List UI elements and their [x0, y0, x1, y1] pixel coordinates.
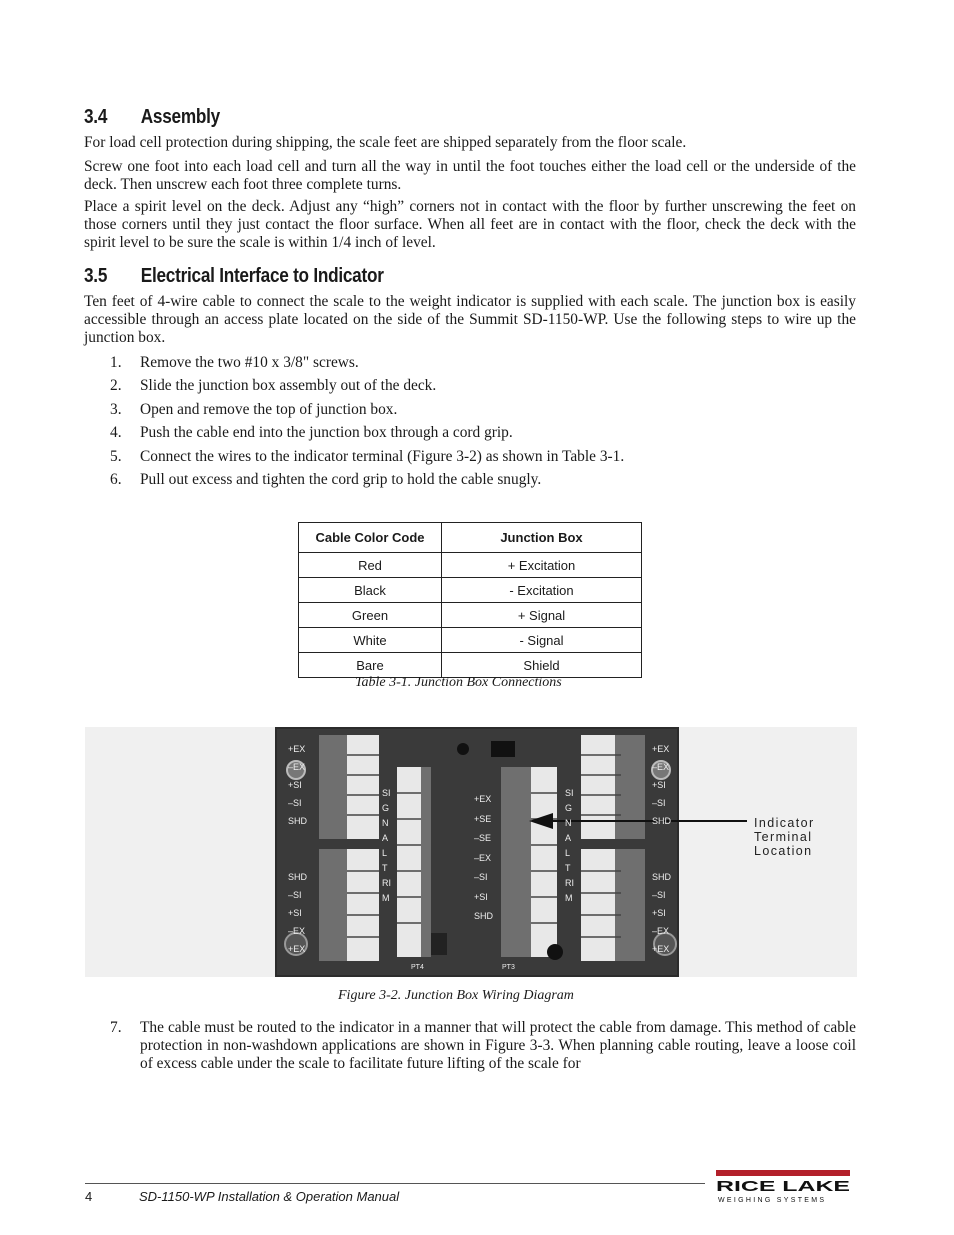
table-cell: Bare — [299, 653, 442, 678]
paragraph: Ten feet of 4-wire cable to connect the scale to the weight indicator is supplied with each scale. The junction box is easily accessible through an access plate located on the side of the Summit SD-1150-WP. Use the following steps to wire up the junction box. — [84, 293, 856, 346]
paragraph: Place a spirit level on the deck. Adjust any “high” corners not in contact with the floor by further unscrewing the feet on those corners until they just contact the floor surface. When all feet are in contact with the floor, check the deck with the spirit level to be sure the scale is within 1/4 inch of level. — [84, 198, 856, 251]
board-labels-left-bottom: SHD –SI +SI –EX +EX — [288, 872, 308, 954]
table-header: Cable Color Code — [299, 523, 442, 553]
table-row — [299, 603, 642, 628]
indicator-callout: Indicator Terminal Location — [754, 816, 815, 858]
table-cell: Black — [299, 578, 442, 603]
logo-text: RICE LAKE — [716, 1178, 850, 1195]
table-cell: White — [299, 628, 442, 653]
table-header: Junction Box — [442, 523, 642, 553]
table-cell: + Excitation — [442, 553, 642, 578]
table-row — [299, 628, 642, 653]
junction-box-table — [298, 522, 642, 678]
list-item: 2. Slide the junction box assembly out of the deck. — [110, 377, 437, 395]
table-cell: Green — [299, 603, 442, 628]
table-caption: Table 3-1. Junction Box Connections — [355, 675, 562, 690]
section-title: Electrical Interface to Indicator — [140, 265, 384, 287]
list-item: 3. Open and remove the top of junction box. — [110, 400, 398, 418]
section-title: Assembly — [140, 106, 220, 128]
board-labels-right-bottom: SHD –SI +SI –EX +EX — [652, 872, 672, 954]
rice-lake-logo — [706, 1168, 856, 1208]
board-label-trim-right: SIGNAL TRIM — [565, 788, 574, 903]
table-cell: Red — [299, 553, 442, 578]
list-item: 7. The cable must be routed to the indicator in a manner that will protect the cable from damage. This method of cable protection in non-washdown applications are shown in Figure 3-3. When planning cable routing, leave a loose coil of excess cable under the scale to facilitate future lifting of the scale for — [110, 1019, 856, 1072]
board-labels-left-top: +EX –EX +SI –SI SHD — [288, 744, 308, 826]
list-item: 4. Push the cable end into the junction box through a cord grip. — [110, 424, 513, 442]
table-cell: - Signal — [442, 628, 642, 653]
section-number: 3.4 — [84, 106, 108, 128]
footer-title: SD-1150-WP Installation & Operation Manual — [139, 1189, 400, 1204]
board-label-trim-left: SIGNAL TRIM — [382, 788, 391, 903]
table-cell: - Excitation — [442, 578, 642, 603]
logo-subtext: WEIGHING SYSTEMS — [718, 1197, 827, 1204]
junction-box-board — [85, 727, 857, 977]
board-label-pt4: PT4 — [411, 964, 424, 971]
list-item: 1. Remove the two #10 x 3/8" screws. — [110, 354, 359, 371]
table-row — [299, 553, 642, 578]
board-labels-center: +EX +SE –SE –EX –SI +SI SHD — [474, 794, 494, 921]
figure-caption: Figure 3-2. Junction Box Wiring Diagram — [338, 988, 574, 1003]
paragraph: Screw one foot into each load cell and turn all the way in until the foot touches either the load cell or the underside of the deck. Then unscrew each foot three complete turns. — [84, 158, 856, 193]
footer-rule — [85, 1183, 705, 1184]
table-cell: + Signal — [442, 603, 642, 628]
junction-box-figure — [85, 727, 857, 977]
section-heading-electrical — [84, 265, 384, 288]
page-number: 4 — [85, 1189, 93, 1204]
paragraph: For load cell protection during shipping, the scale feet are shipped separately from the floor scale. — [84, 134, 687, 151]
table-header-row — [299, 523, 642, 553]
section-heading-assembly — [84, 106, 220, 129]
table-row — [299, 578, 642, 603]
list-item: 6. Pull out excess and tighten the cord grip to hold the cable snugly. — [110, 470, 542, 488]
table-row — [299, 653, 642, 678]
steps-list — [110, 354, 624, 494]
board-labels-right-top: +EX –EX +SI –SI SHD — [652, 744, 672, 826]
board-label-pt3: PT3 — [502, 964, 515, 971]
section-number: 3.5 — [84, 265, 108, 287]
list-item: 5. Connect the wires to the indicator terminal (Figure 3-2) as shown in Table 3-1. — [110, 447, 625, 465]
table-cell: Shield — [442, 653, 642, 678]
